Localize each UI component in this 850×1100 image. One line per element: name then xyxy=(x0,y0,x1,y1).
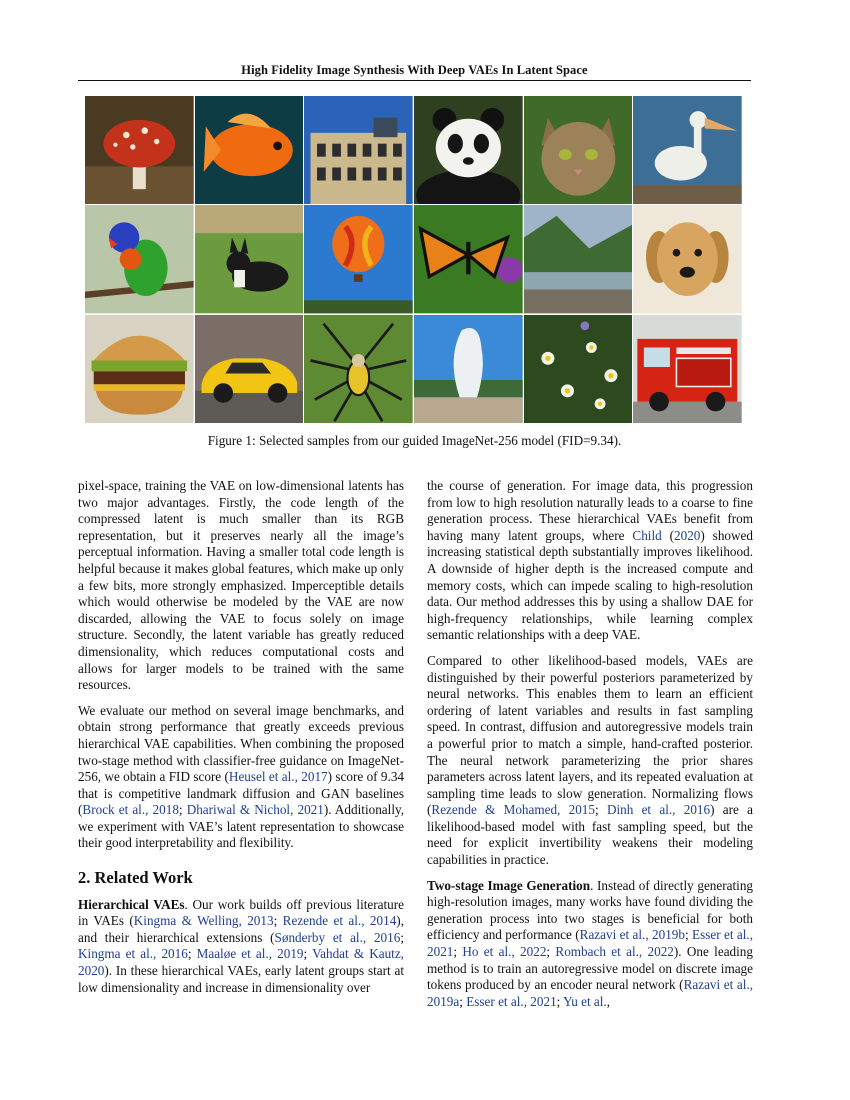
flowers-icon xyxy=(524,315,633,423)
citation-link[interactable]: Kingma & Welling, 2013 xyxy=(133,913,274,929)
citation-link[interactable]: Kingma et al., 2016 xyxy=(78,946,188,962)
header-rule xyxy=(78,80,751,81)
text-run: ; xyxy=(556,993,564,1009)
text-run: ) are a likelihood-based model with fast sampling speed, but the need for explicit invertibility weakens their modeling capabilities in practice. xyxy=(427,802,753,868)
text-run: ; xyxy=(303,946,313,962)
citation-link[interactable]: Rombach et al., 2022 xyxy=(555,944,674,960)
citation-link[interactable]: Ho et al., 2022 xyxy=(462,944,547,960)
car-icon xyxy=(195,315,304,423)
citation-link[interactable]: 2020 xyxy=(674,527,701,543)
spider-icon xyxy=(304,315,413,423)
citation-link[interactable]: Dhariwal & Nichol, 2021 xyxy=(186,802,324,818)
text-run: ). In these hierarchical VAEs, early latent groups start at low dimensionality and increase in dimensionality over xyxy=(78,963,404,995)
goldfish-icon xyxy=(195,96,304,204)
citation-link[interactable]: Sønderby et al., 2016 xyxy=(274,929,401,945)
retriever-icon xyxy=(633,205,742,313)
text-run: ; xyxy=(273,913,283,929)
section-heading: 2. Related Work xyxy=(78,868,193,888)
butterfly-icon xyxy=(414,205,523,313)
citation-link[interactable]: Esser et al., 2021 xyxy=(466,993,557,1009)
text-run: ; xyxy=(685,927,693,943)
paragraph xyxy=(427,878,753,1011)
citation-link[interactable]: Razavi et al., 2019a xyxy=(427,977,754,1009)
citation-link[interactable]: Heusel et al., 2017 xyxy=(228,769,328,785)
figure-caption: Figure 1: Selected samples from our guided ImageNet-256 model (FID=9.34). xyxy=(207,433,622,448)
figure-sample-grid xyxy=(85,96,742,423)
cat-icon xyxy=(524,96,633,204)
text-run: ). One leading method is to train an autoregressive model on discrete image tokens produced by an encoder neural network ( xyxy=(427,944,753,993)
firetruck-icon xyxy=(633,315,742,423)
citation-link[interactable]: Razavi et al., 2019b xyxy=(579,927,685,943)
left-column xyxy=(78,478,404,1005)
paragraph xyxy=(427,653,753,869)
text-run: ) score of 9.34 that is competitive landmark diffusion and GAN baselines ( xyxy=(78,769,405,818)
mushroom-icon xyxy=(85,96,194,204)
citation-link[interactable]: Rezende et al., 2014 xyxy=(282,913,397,929)
run-in-heading: Hierarchical VAEs xyxy=(78,896,185,912)
text-run: ; xyxy=(400,929,404,945)
text-run: ; xyxy=(187,946,197,962)
paragraph xyxy=(427,478,753,644)
text-run: ; xyxy=(453,944,463,960)
pelican-icon xyxy=(633,96,742,204)
text-run: We evaluate our method on several image benchmarks, and obtain strong performance that greatly exceeds previous hierarchical VAE capabilities. When combining the proposed two-stage method with classifier-free guidance on ImageNet-256, we obtain a FID score ( xyxy=(78,702,404,785)
geyser-icon xyxy=(414,315,523,423)
right-column xyxy=(427,478,753,1019)
building-icon xyxy=(304,96,413,204)
citation-link[interactable]: Esser et al., 2021 xyxy=(427,927,753,960)
citation-link[interactable]: Dinh et al., 2016 xyxy=(606,802,711,818)
citation-link[interactable]: Brock et al., 2018 xyxy=(82,802,179,818)
text-run: ; xyxy=(459,993,467,1009)
citation-link[interactable]: Maaløe et al., 2019 xyxy=(196,946,304,962)
balloon-icon xyxy=(304,205,413,313)
dog-icon xyxy=(195,205,304,313)
burger-icon xyxy=(85,315,194,423)
text-run: the course of generation. For image data, this progression from low to high resolution naturally leads to a coarse to fine generation process. These hierarchical VAEs benefit from having many latent groups, where xyxy=(427,478,753,543)
citation-link[interactable]: Yu et al. xyxy=(563,993,607,1009)
text-run: . Our work builds off previous literature in VAEs ( xyxy=(78,896,404,929)
landscape-icon xyxy=(524,205,633,313)
text-run: ), and their hierarchical extensions ( xyxy=(78,913,404,945)
citation-link[interactable]: Vahdat & Kautz, 2020 xyxy=(78,946,404,979)
text-run: . Instead of directly generating high-resolution images, many works have found dividing the generation process into two stages is beneficial for both efficiency and performance ( xyxy=(427,877,754,943)
paragraph xyxy=(78,897,404,997)
text-run: , xyxy=(606,993,611,1009)
text-run: Compared to other likelihood-based models, VAEs are distinguished by their powerful posteriors parameterized by neural networks. This enables them to learn an efficient ordering of latent variables and results in fast sampling speed. In contrast, diffusion and autoregressive models train a powerful prior to match a simple, hand-crafted posterior. The neural network parameterizing the prior shares parameters across latent layers, and its repeated evaluation at sampling time leads to slow generation. Normalizing flows ( xyxy=(427,652,753,818)
paragraph xyxy=(78,703,404,852)
panda-icon xyxy=(414,96,523,204)
text-run: ; xyxy=(178,802,187,818)
citation-link[interactable]: Rezende & Mohamed, 2015 xyxy=(431,802,595,818)
text-run: ( xyxy=(661,527,675,543)
run-in-heading: Two-stage Image Generation xyxy=(427,877,591,893)
text-run: ) showed increasing statistical depth substantially improves likelihood. A downside of higher depth is the increased compute and memory costs, which can impede scaling to high-resolution data. Our method addresses this by using a shallow DAE for high-frequency relationships, while learning complex semantic relationships with a deep VAE. xyxy=(427,527,753,643)
running-title: High Fidelity Image Synthesis With Deep VAEs In Latent Space xyxy=(241,63,588,77)
parrot-icon xyxy=(85,205,194,313)
text-run: ; xyxy=(546,944,556,960)
citation-link[interactable]: Child xyxy=(632,527,662,543)
text-run: ). Additionally, we experiment with VAE’s latent representation to showcase their good interpretability and flexibility. xyxy=(78,802,405,851)
text-run: ; xyxy=(595,802,607,818)
paragraph: pixel-space, training the VAE on low-dimensional latents has two major advantages. Firstly, the code length of the compressed latent is much smaller than its RGB representation, but it preserves nearly all the image’s perceptual information. Having a smaller total code length is helpful because it makes global features, which make up only a few bits, more strongly emphasized. Imperceptible details which would otherwise be modeled by the VAE are now discarded, allowing the VAE to focus solely on image structure. Secondly, the latent variable has greatly reduced dimensionality, which reduces computational costs and allows for larger models to be trained with the same resources. xyxy=(78,478,404,693)
